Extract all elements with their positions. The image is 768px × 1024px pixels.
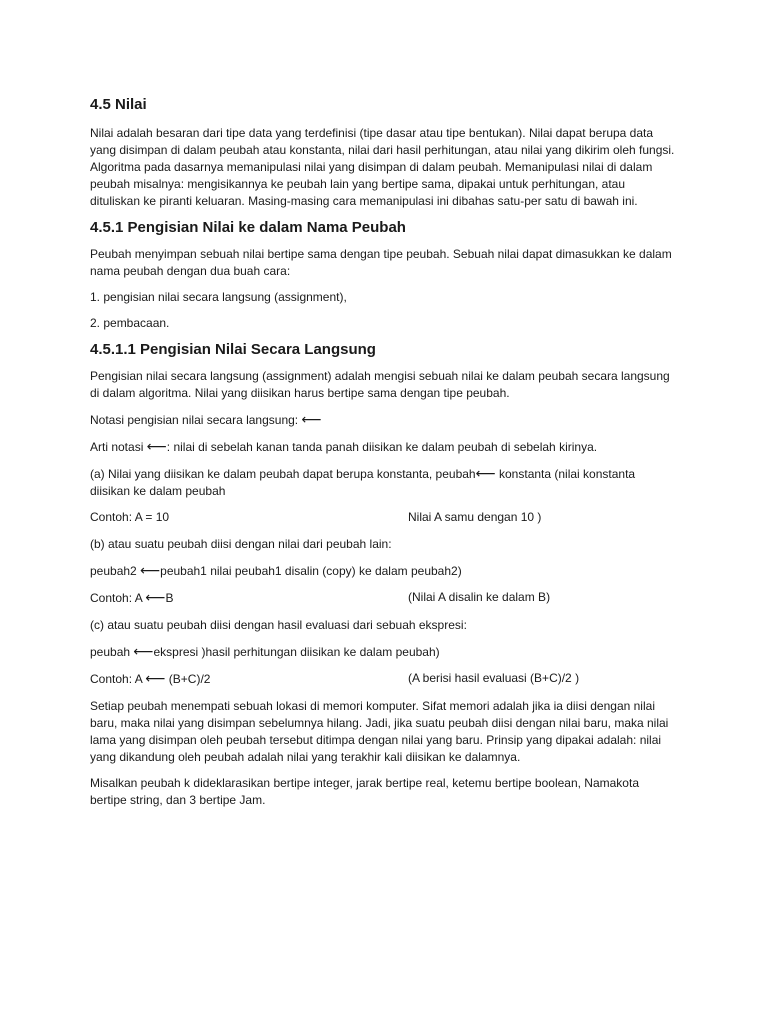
- list-item-assignment: 1. pengisian nilai secara langsung (assignment),: [90, 290, 347, 304]
- left-arrow-icon: ⟵: [145, 670, 166, 686]
- point-b-notation-b: peubah1 nilai peubah1 disalin (copy) ke dalam peubah2): [160, 564, 462, 578]
- point-b-notation-a: peubah2: [90, 564, 141, 578]
- point-c-line: (c) atau suatu peubah diisi dengan hasil evaluasi dari sebuah ekspresi:: [90, 618, 467, 632]
- left-arrow-icon: ⟵: [301, 411, 322, 427]
- example-2-left-a: Contoh: A: [90, 591, 146, 605]
- example-1-left: Contoh: A = 10: [90, 510, 170, 524]
- list-item-pembacaan: 2. pembacaan.: [90, 316, 170, 330]
- example-3-right: (A berisi hasil evaluasi (B+C)/2 ): [408, 671, 580, 685]
- point-c-notation-b: ekspresi )hasil perhitungan diisikan ke dalam peubah): [153, 645, 440, 659]
- declaration-paragraph: Misalkan peubah k dideklarasikan bertipe integer, jarak bertipe real, ketemu bertipe boolean, Namakota bertipe string, dan 3 bertipe Jam.: [90, 776, 639, 807]
- subsection-title-4-5-1-1: 4.5.1.1 Pengisian Nilai Secara Langsung: [90, 341, 376, 358]
- example-row-2: [90, 589, 678, 607]
- example-3-left-a: Contoh: A: [90, 672, 146, 686]
- point-a-line: [90, 465, 678, 500]
- example-1-right: Nilai A samu dengan 10 ): [408, 510, 542, 524]
- assignment-paragraph: Pengisian nilai secara langsung (assignment) adalah mengisi sebuah nilai ke dalam peubah secara langsung di dalam algoritma. Nilai yang diisikan harus bertipe sama dengan tipe peubah.: [90, 369, 670, 400]
- left-arrow-icon: ⟵: [146, 438, 167, 454]
- example-2-right: (Nilai A disalin ke dalam B): [408, 590, 551, 604]
- point-b-line: (b) atau suatu peubah diisi dengan nilai dari peubah lain:: [90, 537, 392, 551]
- intro-paragraph: Nilai adalah besaran dari tipe data yang terdefinisi (tipe dasar atau tipe bentukan). Nilai dapat berupa data yang disimpan di dalam peubah atau konstanta, nilai dari hasil perhitungan, atau nilai yang dikirim oleh fungsi. Algoritma pada dasarnya memanipulasi nilai yang disimpan di dalam peubah. Memanipulasi nilai di dalam peubah misalnya: mengisikannya ke peubah lain yang bertipe sama, dipakai untuk perhitungan, atau dituliskan ke piranti keluaran. Masing-masing cara memanipulasi ini dibahas satu-per satu di bawah ini.: [90, 126, 675, 208]
- subsection-title-4-5-1: 4.5.1 Pengisian Nilai ke dalam Nama Peubah: [90, 219, 406, 236]
- notasi-text: Notasi pengisian nilai secara langsung:: [90, 413, 302, 427]
- left-arrow-icon: ⟵: [133, 643, 154, 659]
- left-arrow-icon: ⟵: [140, 562, 161, 578]
- example-2-left-b: B: [165, 591, 174, 605]
- example-3-left: [90, 670, 408, 688]
- section-title: 4.5 Nilai: [90, 96, 147, 113]
- left-arrow-icon: ⟵: [145, 589, 166, 605]
- point-b-notation: [90, 562, 678, 580]
- memory-paragraph: Setiap peubah menempati sebuah lokasi di memori komputer. Sifat memori adalah jika ia diisi dengan nilai baru, maka nilai yang disimpan sebelumnya hilang. Jadi, jika suatu peubah diisi dengan nilai baru, maka nilai lama yang disimpan oleh peubah tersebut ditimpa dengan nilai yang baru. Prinsip yang dipakai adalah: nilai yang dikandung oleh peubah adalah nilai yang terakhir kali diisikan ke dalamnya.: [90, 699, 669, 764]
- arti-text-a: Arti notasi: [90, 440, 147, 454]
- point-a-text-b: konstanta (nilai konstanta diisikan ke dalam peubah: [90, 467, 636, 498]
- example-row-3: [90, 670, 678, 688]
- notasi-line: [90, 411, 678, 429]
- example-2-left: [90, 589, 408, 607]
- example-3-left-b: (B+C)/2: [165, 672, 211, 686]
- example-row-1: [90, 509, 678, 526]
- point-c-notation: [90, 643, 678, 661]
- peubah-paragraph: Peubah menyimpan sebuah nilai bertipe sama dengan tipe peubah. Sebuah nilai dapat dimasukkan ke dalam nama peubah dengan dua buah cara:: [90, 247, 672, 278]
- point-a-text-a: (a) Nilai yang diisikan ke dalam peubah dapat berupa konstanta, peubah: [90, 467, 476, 481]
- arti-notasi-line: [90, 438, 678, 456]
- point-c-notation-a: peubah: [90, 645, 134, 659]
- arti-text-b: : nilai di sebelah kanan tanda panah diisikan ke dalam peubah di sebelah kirinya.: [166, 440, 598, 454]
- left-arrow-icon: ⟵: [475, 465, 496, 481]
